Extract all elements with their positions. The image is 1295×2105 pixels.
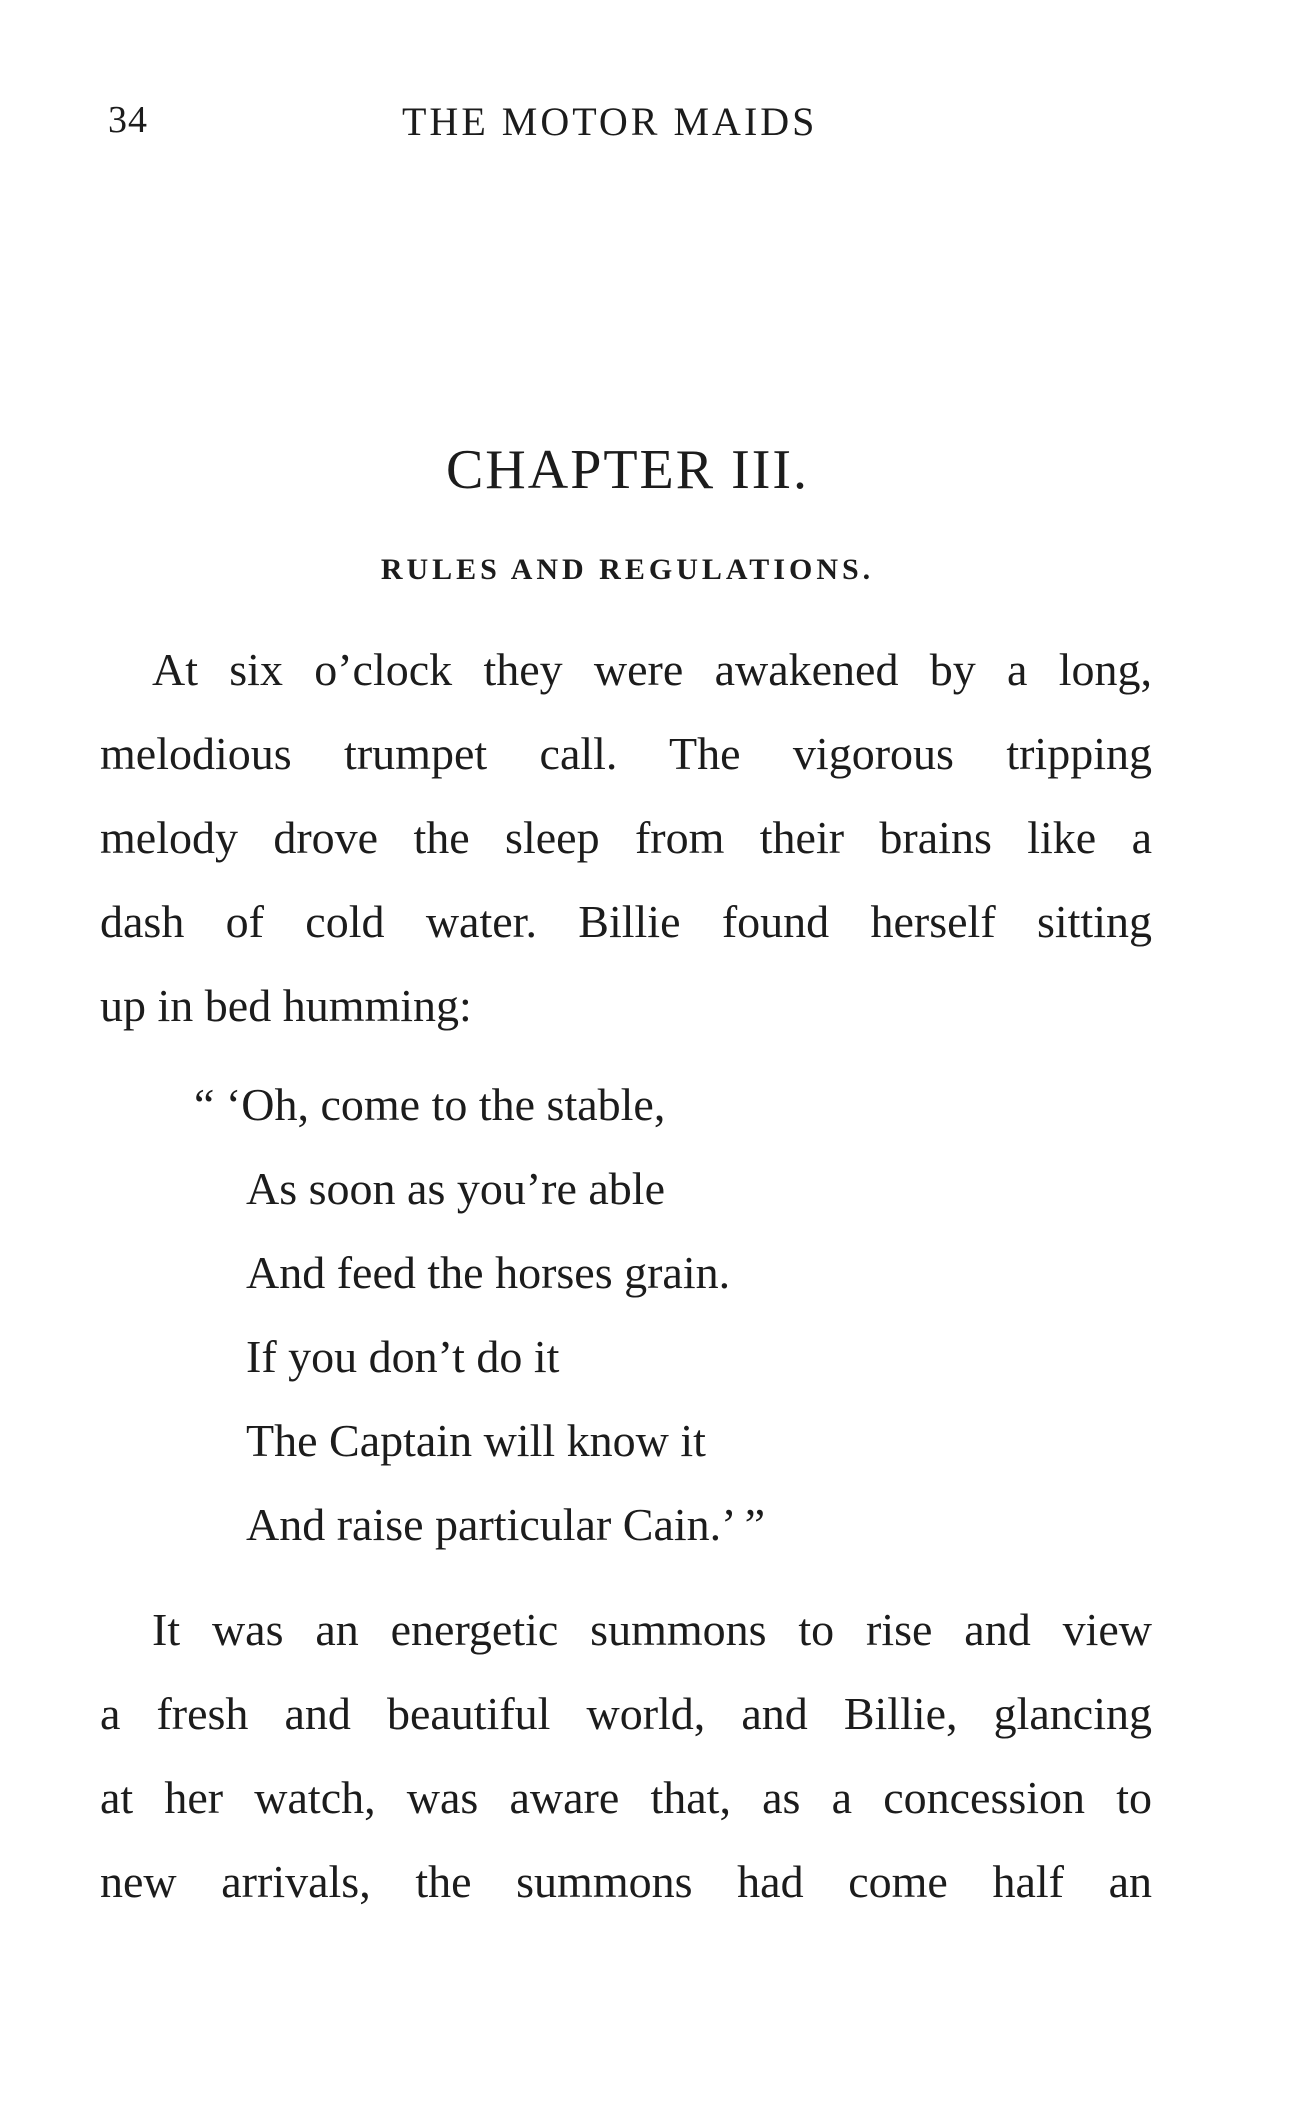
paragraph-1	[100, 628, 1152, 1048]
verse-line: If you don’t do it	[246, 1331, 560, 1382]
verse-line: The Captain will know it	[246, 1415, 706, 1466]
paragraph-line: at her watch, was aware that, as a concession to	[100, 1772, 1152, 1823]
paragraph-line: up in bed humming:	[100, 980, 472, 1031]
paragraph-line: melodious trumpet call. The vigorous tripping	[100, 728, 1152, 779]
running-head	[0, 98, 1295, 148]
page-number: 34	[108, 99, 148, 141]
verse-line: As soon as you’re able	[246, 1163, 666, 1214]
paragraph-line: new arrivals, the summons had come half an	[100, 1856, 1152, 1907]
verse-line: And raise particular Cain.’ ”	[246, 1499, 765, 1550]
paragraph-line: At six o’clock they were awakened by a long,	[152, 644, 1152, 695]
verse	[194, 1063, 765, 1567]
paragraph-2	[100, 1588, 1152, 1924]
paragraph-line: a fresh and beautiful world, and Billie, glancing	[100, 1688, 1152, 1739]
running-title: THE MOTOR MAIDS	[402, 99, 818, 144]
verse-line: And feed the horses grain.	[246, 1247, 731, 1298]
verse-line: “ ‘Oh, come to the stable,	[194, 1079, 666, 1130]
paragraph-line: melody drove the sleep from their brains like a	[100, 812, 1152, 863]
chapter-heading: CHAPTER III.	[445, 439, 810, 501]
paragraph-line: dash of cold water. Billie found herself sitting	[100, 896, 1152, 947]
chapter-subtitle: RULES AND REGULATIONS.	[380, 553, 875, 586]
paragraph-line: It was an energetic summons to rise and view	[152, 1604, 1152, 1655]
